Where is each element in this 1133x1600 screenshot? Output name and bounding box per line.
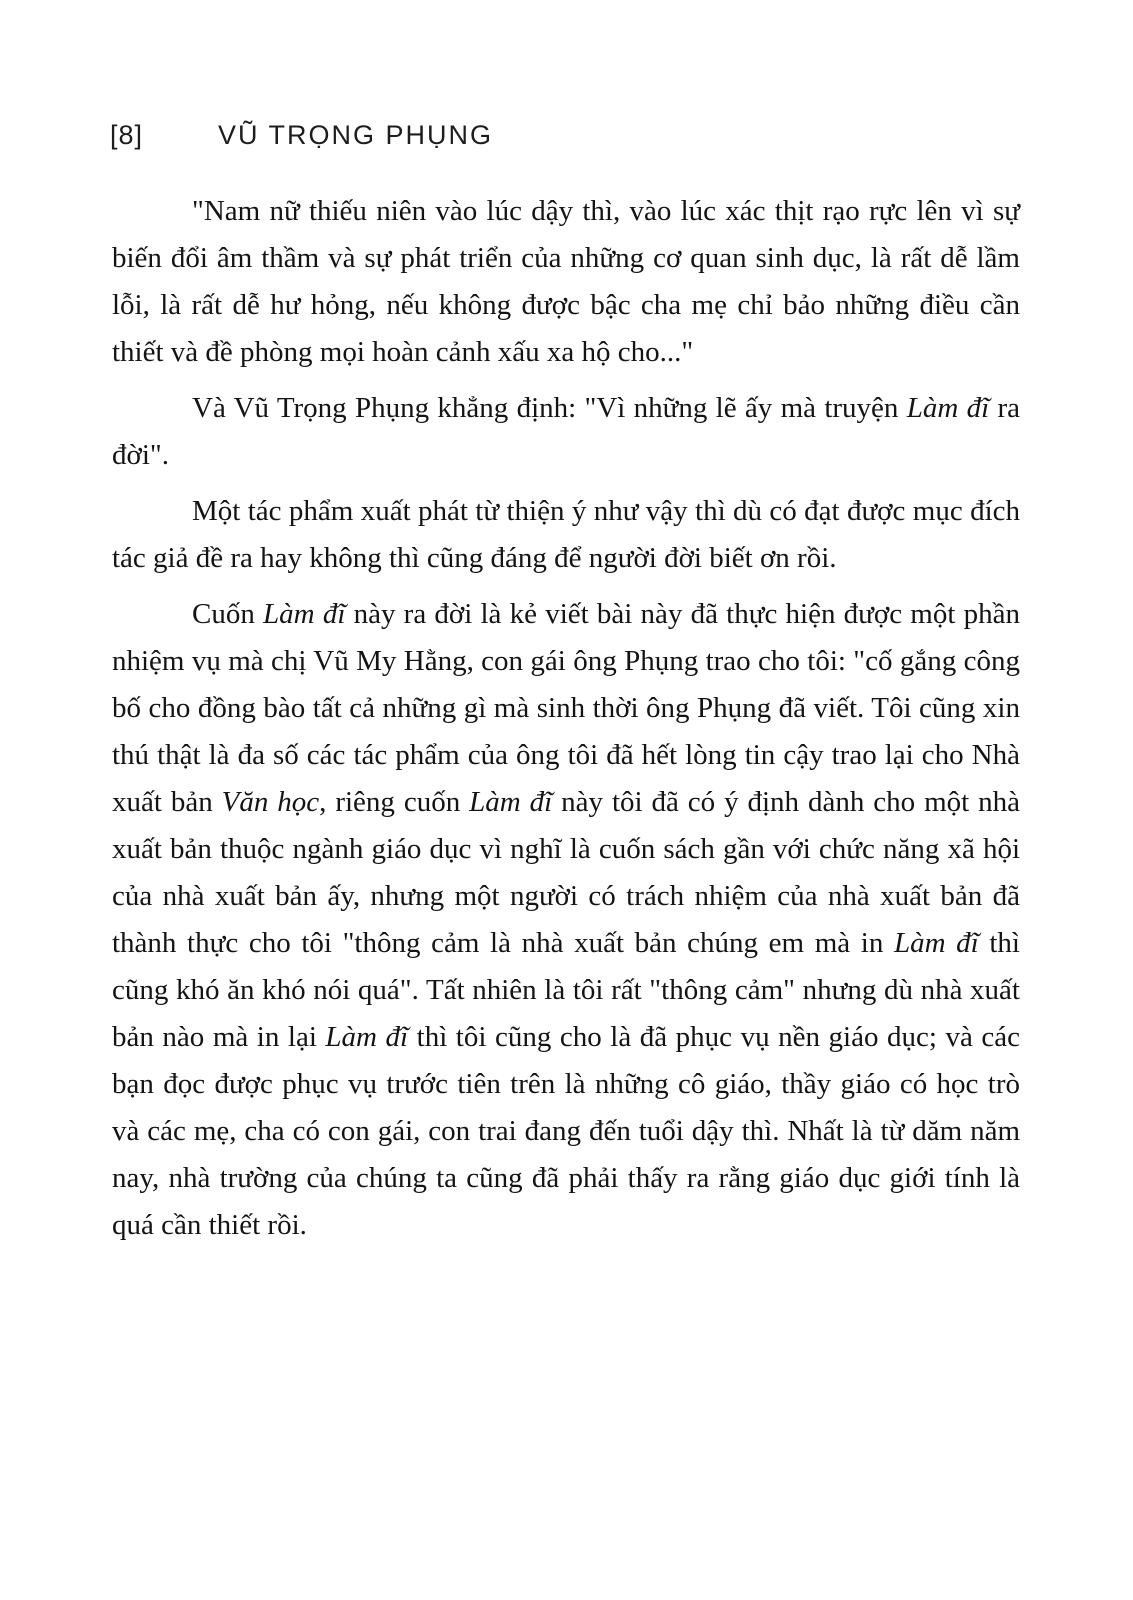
text-run: ra đời". [112, 392, 1020, 471]
body-text [112, 188, 1020, 1258]
paragraph [112, 591, 1020, 1249]
italic-text-run: Làm đĩ [906, 392, 990, 424]
text-run: thì cũng khó ăn khó nói quá". Tất nhiên là tôi rất "thông cảm" nhưng dù nhà xuất bản nào mà in lại [112, 927, 1020, 1053]
italic-text-run: Làm đĩ [325, 1021, 409, 1053]
italic-text-run: Làm đĩ [469, 786, 553, 818]
text-run: này ra đời là kẻ viết bài này đã thực hiện được một phần nhiệm vụ mà chị Vũ My Hằng, con gái ông Phụng trao cho tôi: "cố gắng công bố cho đồng bào tất cả những gì mà sinh thời ông Phụng đã viết. Tôi cũng xin thú thật là đa số các tác phẩm của ông tôi đã hết lòng tin cậy trao lại cho Nhà xuất bản [112, 598, 1020, 818]
text-run: này tôi đã có ý định dành cho một nhà xuất bản thuộc ngành giáo dục vì nghĩ là cuốn sách gần với chức năng xã hội của nhà xuất bản ấy, nhưng một người có trách nhiệm của nhà xuất bản đã thành thực cho tôi "thông cảm là nhà xuất bản chúng em mà in [112, 786, 1020, 959]
italic-text-run: Làm đĩ [263, 598, 346, 630]
page-number: [8] [110, 120, 144, 150]
text-run: thì tôi cũng cho là đã phục vụ nền giáo dục; và các bạn đọc được phục vụ trước tiên trên là những cô giáo, thầy giáo có học trò và các mẹ, cha có con gái, con trai đang đến tuổi dậy thì. Nhất là từ dăm năm nay, nhà trường của chúng ta cũng đã phải thấy ra rằng giáo dục giới tính là quá cần thiết rồi. [112, 1021, 1020, 1241]
page-header [110, 120, 1021, 151]
running-title: VŨ TRỌNG PHỤNG [218, 120, 494, 150]
paragraph [112, 488, 1020, 582]
paragraph [112, 385, 1020, 479]
text-run: Cuốn [192, 598, 264, 630]
text-run: Một tác phẩm xuất phát từ thiện ý như vậy thì dù có đạt được mục đích tác giả đề ra hay không thì cũng đáng để người đời biết ơn rồi. [112, 495, 1020, 574]
text-run: Và Vũ Trọng Phụng khẳng định: "Vì những lẽ ấy mà truyện [192, 392, 907, 424]
text-run: , riêng cuốn [319, 786, 470, 818]
text-run: "Nam nữ thiếu niên vào lúc dậy thì, vào lúc xác thịt rạo rực lên vì sự biến đổi âm thầm và sự phát triển của những cơ quan sinh dục, là rất dễ lầm lỗi, là rất dễ hư hỏng, nếu không được bậc cha mẹ chỉ bảo những điều cần thiết và đề phòng mọi hoàn cảnh xấu xa hộ cho..." [112, 195, 1020, 368]
paragraph [112, 188, 1020, 376]
italic-text-run: Văn học [221, 786, 320, 818]
italic-text-run: Làm đĩ [893, 927, 979, 959]
